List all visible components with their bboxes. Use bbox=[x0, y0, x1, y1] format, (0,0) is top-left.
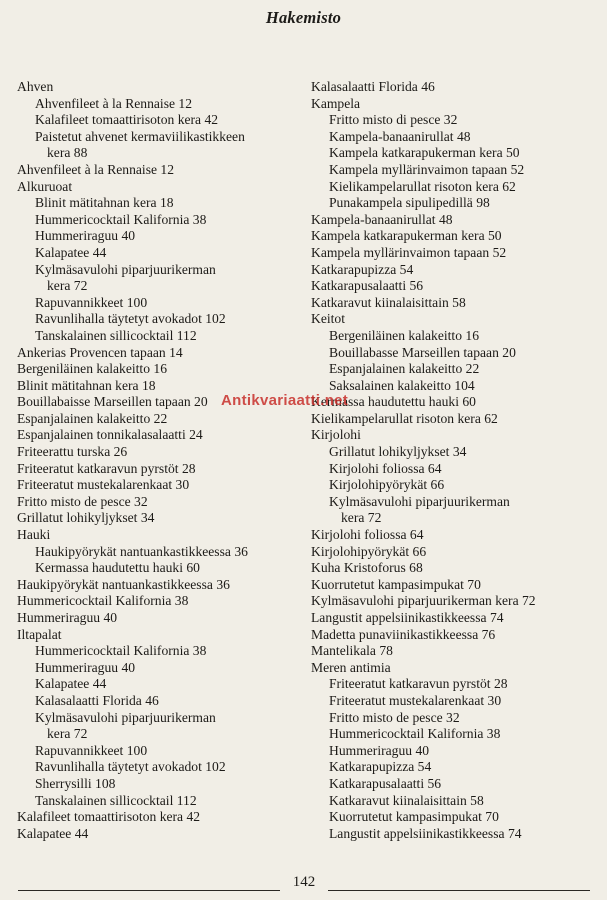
index-entry: Kuorrutetut kampasimpukat 70 bbox=[311, 576, 481, 592]
index-subentry: Kuorrutetut kampasimpukat 70 bbox=[329, 809, 499, 825]
index-subentry: Kampela katkarapukerman kera 50 bbox=[329, 145, 520, 161]
index-subentry: Ravunlihalla täytetyt avokadot 102 bbox=[35, 311, 226, 327]
index-entry: Kampela myllärinvaimon tapaan 52 bbox=[311, 244, 507, 260]
index-entry: Bergeniläinen kalakeitto 16 bbox=[17, 361, 167, 377]
index-subentry: Rapuvannikkeet 100 bbox=[35, 742, 148, 758]
index-subentry: Kalapatee 44 bbox=[35, 676, 107, 692]
index-subentry: Hummericocktail Kalifornia 38 bbox=[35, 643, 207, 659]
index-entry: Kampela bbox=[311, 95, 361, 111]
index-subentry: Ahvenfileet à la Rennaise 12 bbox=[35, 95, 193, 111]
index-entry: Katkarapusalaatti 56 bbox=[311, 278, 424, 294]
index-subentry: Grillatut lohikyljykset 34 bbox=[329, 444, 467, 460]
index-subentry: Kalafileet tomaattirisoton kera 42 bbox=[35, 112, 219, 128]
index-subentry: Fritto misto di pesce 32 bbox=[329, 112, 458, 128]
index-subentry: Espanjalainen kalakeitto 22 bbox=[329, 361, 480, 377]
index-subentry: Bergeniläinen kalakeitto 16 bbox=[329, 327, 479, 343]
index-subentry: Friteeratut katkaravun pyrstöt 28 bbox=[329, 676, 508, 692]
index-subentry: Ravunlihalla täytetyt avokadot 102 bbox=[35, 759, 226, 775]
page-title: Hakemisto bbox=[265, 8, 342, 27]
index-subentry: Katkaravut kiinalaisittain 58 bbox=[329, 792, 484, 808]
index-subentry: Kirjolohipyörykät 66 bbox=[329, 477, 445, 493]
index-entry: Keitot bbox=[311, 311, 345, 327]
index-subentry: Fritto misto de pesce 32 bbox=[329, 709, 460, 725]
index-entry: Kielikampelarullat risoton kera 62 bbox=[311, 410, 498, 426]
index-subentry: Kalapatee 44 bbox=[35, 244, 107, 260]
index-subentry: Katkarapupizza 54 bbox=[329, 759, 432, 775]
index-subentry: Langustit appelsiinikastikkeessa 74 bbox=[329, 825, 522, 841]
index-subentry: Hummericocktail Kalifornia 38 bbox=[329, 726, 501, 742]
index-subentry: Katkarapusalaatti 56 bbox=[329, 775, 442, 791]
index-entry: Madetta punaviinikastikkeessa 76 bbox=[311, 626, 496, 642]
index-subentry: Kirjolohi foliossa 64 bbox=[329, 460, 442, 476]
index-subentry: kera 72 bbox=[47, 726, 88, 742]
index-entry: Meren antimia bbox=[311, 659, 391, 675]
index-subentry: Kielikampelarullat risoton kera 62 bbox=[329, 178, 516, 194]
index-subentry: Punakampela sipulipedillä 98 bbox=[329, 195, 490, 211]
index-entry: Fritto misto de pesce 32 bbox=[17, 493, 148, 509]
index-subentry: Friteeratut mustekalarenkaat 30 bbox=[329, 692, 502, 708]
index-column-right bbox=[311, 79, 601, 842]
index-subentry: Sherrysilli 108 bbox=[35, 775, 116, 791]
index-entry: Katkarapupizza 54 bbox=[311, 261, 414, 277]
index-entry: Katkaravut kiinalaisittain 58 bbox=[311, 294, 466, 310]
index-entry: Langustit appelsiinikastikkeessa 74 bbox=[311, 610, 504, 625]
index-subentry: Kermassa haudutettu hauki 60 bbox=[35, 560, 200, 576]
index-subentry: kera 88 bbox=[47, 145, 88, 161]
index-subentry: Hummeriraguu 40 bbox=[35, 659, 136, 675]
index-entry: Haukipyörykät nantuankastikkeessa 36 bbox=[17, 576, 230, 592]
index-subentry: Kylmäsavulohi piparjuurikerman bbox=[35, 709, 216, 725]
index-subentry: Hummeriraguu 40 bbox=[329, 742, 430, 758]
index-entry: Ahvenfileet à la Rennaise 12 bbox=[17, 161, 175, 177]
index-subentry: kera 72 bbox=[341, 510, 382, 526]
index-subentry: kera 72 bbox=[47, 278, 88, 294]
index-entry: Iltapalat bbox=[17, 626, 62, 642]
index-entry: Ankerias Provencen tapaan 14 bbox=[17, 344, 183, 360]
index-subentry: Hummeriraguu 40 bbox=[35, 228, 136, 244]
index-entry: Friteeratut katkaravun pyrstöt 28 bbox=[17, 460, 196, 476]
index-entry: Friteeratut mustekalarenkaat 30 bbox=[17, 477, 190, 493]
index-entry: Alkuruoat bbox=[17, 178, 73, 194]
index-subentry: Paistetut ahvenet kermaviilikastikkeen bbox=[35, 128, 245, 144]
index-entry: Hauki bbox=[17, 527, 51, 543]
index-entry: Kylmäsavulohi piparjuurikerman kera 72 bbox=[311, 593, 536, 609]
index-column-left bbox=[17, 79, 302, 842]
index-entry: Kalafileet tomaattirisoton kera 42 bbox=[17, 809, 201, 825]
index-subentry: Bouillabasse Marseillen tapaan 20 bbox=[329, 344, 516, 360]
index-subentry: Blinit mätitahnan kera 18 bbox=[35, 195, 174, 211]
index-entry: Kampela-banaanirullat 48 bbox=[311, 211, 453, 227]
index-subentry: Hummericocktail Kalifornia 38 bbox=[35, 211, 207, 227]
footer-rule-right bbox=[328, 890, 590, 891]
index-entry: Kuha Kristoforus 68 bbox=[311, 560, 423, 576]
index-entry: Mantelikala 78 bbox=[311, 643, 393, 659]
index-entry: Kermassa haudutettu hauki 60 bbox=[311, 394, 476, 410]
page-number: 142 bbox=[292, 874, 316, 890]
index-entry: Kalasalaatti Florida 46 bbox=[311, 79, 435, 94]
index-entry: Grillatut lohikyljykset 34 bbox=[17, 510, 155, 526]
index-subentry: Kylmäsavulohi piparjuurikerman bbox=[35, 261, 216, 277]
index-entry: Espanjalainen tonnikalasalaatti 24 bbox=[17, 427, 203, 443]
index-subentry: Kampela-banaanirullat 48 bbox=[329, 128, 471, 144]
index-subentry: Kampela myllärinvaimon tapaan 52 bbox=[329, 161, 525, 177]
index-entry: Kirjolohi bbox=[311, 427, 361, 443]
index-entry: Bouillabaisse Marseillen tapaan 20 bbox=[17, 394, 208, 410]
index-entry: Ahven bbox=[17, 79, 54, 94]
index-subentry: Tanskalainen sillicocktail 112 bbox=[35, 792, 197, 808]
index-entry: Hummericocktail Kalifornia 38 bbox=[17, 593, 189, 609]
index-entry: Kirjolohipyörykät 66 bbox=[311, 543, 427, 559]
index-subentry: Rapuvannikkeet 100 bbox=[35, 294, 148, 310]
index-entry: Espanjalainen kalakeitto 22 bbox=[17, 410, 168, 426]
index-entry: Blinit mätitahnan kera 18 bbox=[17, 377, 156, 393]
footer-rule-left bbox=[18, 890, 280, 891]
index-subentry: Haukipyörykät nantuankastikkeessa 36 bbox=[35, 543, 248, 559]
index-entry: Kampela katkarapukerman kera 50 bbox=[311, 228, 502, 244]
index-subentry: Tanskalainen sillicocktail 112 bbox=[35, 327, 197, 343]
index-entry: Hummeriraguu 40 bbox=[17, 610, 118, 625]
index-subentry: Kalasalaatti Florida 46 bbox=[35, 692, 159, 708]
watermark: Antikvariaatti.net bbox=[221, 392, 349, 409]
index-subentry: Saksalainen kalakeitto 104 bbox=[329, 377, 475, 393]
index-entry: Friteerattu turska 26 bbox=[17, 444, 128, 460]
index-entry: Kirjolohi foliossa 64 bbox=[311, 527, 424, 543]
index-entry: Kalapatee 44 bbox=[17, 825, 89, 841]
index-subentry: Kylmäsavulohi piparjuurikerman bbox=[329, 493, 510, 509]
